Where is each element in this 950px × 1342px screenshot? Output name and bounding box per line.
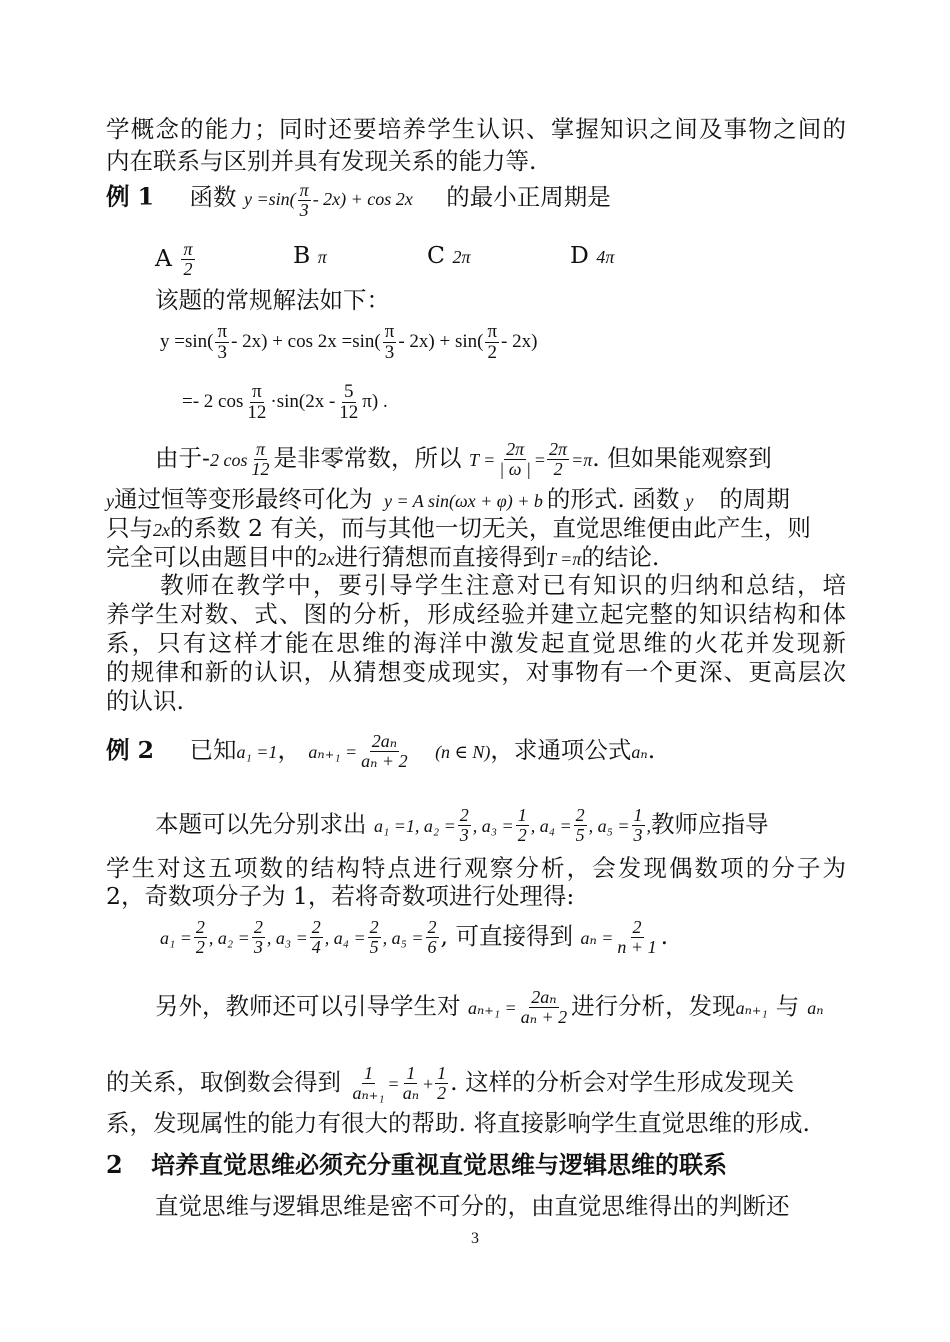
- example-text: 函数: [189, 182, 237, 211]
- example-label: 例 2: [106, 735, 155, 764]
- solution-line-1: y =sin( $\frac{\pi}{3}$ - 2x) + cos 2x =sin( $\frac{\pi}{3}$ - 2x) + sin( $\frac{\pi}{2}$ - 2x): [160, 321, 538, 363]
- paragraph-line: 系，只有这样才能在思维的海洋中激发起直觉思维的火花并发现新: [106, 629, 846, 657]
- paragraph-line: 另外，教师还可以引导学生对 aₙ₊₁ = $\frac{\text{2aₙ}}{\text{aₙ + 2}}$ 进行分析，发现aₙ₊₁ 与 aₙ: [155, 987, 824, 1027]
- paragraph-line: 本题可以先分别求出 a₁ =1, a₂ = $\frac{2}{3}$ , a₃ = $\frac{1}{2}$ , a₄ = $\frac{2}{5}$ , a₅ = $\frac{1}{3}$ ,教师应指导: [155, 805, 769, 845]
- paragraph-line: 由于-2 cos $\frac{\pi}{12}$ 是非零常数，所以 T = $\frac{2\pi}{| \omega |}$ = $\frac{2\pi}{2}$ =π. 但如果能观察到: [155, 439, 772, 479]
- example-text: 的最小正周期是: [446, 182, 611, 211]
- solution-line-2: =- 2 cos $\frac{\pi}{12}$ ·sin(2x - $\frac{5}{12}$ π) .: [182, 381, 388, 423]
- paragraph-line: 学生对这五项数的结构特点进行观察分析，会发现偶数项的分子为: [106, 854, 846, 882]
- paragraph-line: 的认识.: [106, 687, 184, 715]
- answer-options: [155, 240, 895, 279]
- paragraph-line: 的关系，取倒数会得到 $\frac{1}{\text{aₙ₊₁}}$ = $\frac{1}{\text{aₙ}}$ + $\frac{1}{2}$ . 这样的分析会对学生形成发现关: [106, 1063, 795, 1103]
- paragraph-line: y通过恒等变形最终可化为 y = A sin(ωx + φ) + b 的形式. 函数 y 的周期: [106, 485, 790, 513]
- paragraph-line: 养学生对数、式、图的分析，形成经验并建立起完整的知识结构和体: [106, 600, 846, 628]
- section-number: 2: [106, 1150, 123, 1179]
- option-b: B π: [293, 241, 327, 269]
- option-c: C 2π: [427, 241, 471, 269]
- option-a: A $\frac{\pi}{2}$: [155, 239, 193, 279]
- paragraph-line: 2，奇数项分子为 1，若将奇数项进行处理得:: [106, 882, 575, 910]
- paragraph-line: a₁ = $\frac{2}{2}$ , a₂ = $\frac{2}{3}$ , a₃ = $\frac{2}{4}$ , a₄ = $\frac{2}{5}$ , a₅ = $\frac{2}{6}$ , 可直接得到 aₙ = $\frac{2}{n + 1}$ .: [160, 917, 669, 957]
- example-2-statement: 例 2 已知a₁ =1， aₙ₊₁ = $\frac{\text{2aₙ}}{\text{aₙ + 2}}$ (n ∈ N)，求通项公式aₙ.: [106, 731, 656, 771]
- math-formula: y =sin( $\frac{\pi}{3}$ - 2x) + cos 2x: [244, 180, 413, 220]
- paragraph-line: 系，发现属性的能力有很大的帮助. 将直接影响学生直觉思维的形成.: [106, 1109, 810, 1137]
- paragraph-line: 的规律和新的认识，从猜想变成现实，对事物有一个更深、更高层次: [106, 658, 846, 686]
- fraction: $\frac{\pi}{3}$: [299, 180, 309, 220]
- section-heading: [106, 1150, 846, 1180]
- paragraph-line: 内在联系与区别并具有发现关系的能力等.: [106, 147, 537, 175]
- fraction: $\frac{\pi}{2}$: [183, 239, 193, 279]
- example-label: 例 1: [106, 182, 155, 211]
- method-intro: 该题的常规解法如下：: [155, 286, 390, 314]
- example-1-statement: [106, 181, 846, 220]
- section-title: 培养直觉思维必须充分重视直觉思维与逻辑思维的联系: [151, 1150, 728, 1179]
- paragraph-line: 学概念的能力；同时还要培养学生认识、掌握知识之间及事物之间的: [106, 115, 846, 143]
- paragraph-line: 直觉思维与逻辑思维是密不可分的，由直觉思维得出的判断还: [155, 1192, 790, 1220]
- option-d: D 4π: [570, 241, 615, 269]
- paragraph-line: 完全可以由题目中的2x进行猜想而直接得到T =π的结论.: [106, 543, 660, 571]
- paragraph-line: 只与2x的系数 2 有关，而与其他一切无关，直觉思维便由此产生，则: [106, 514, 811, 542]
- page-number: 3: [471, 1230, 479, 1247]
- paragraph-line: 教师在教学中，要引导学生注意对已有知识的归纳和总结，培: [160, 571, 846, 599]
